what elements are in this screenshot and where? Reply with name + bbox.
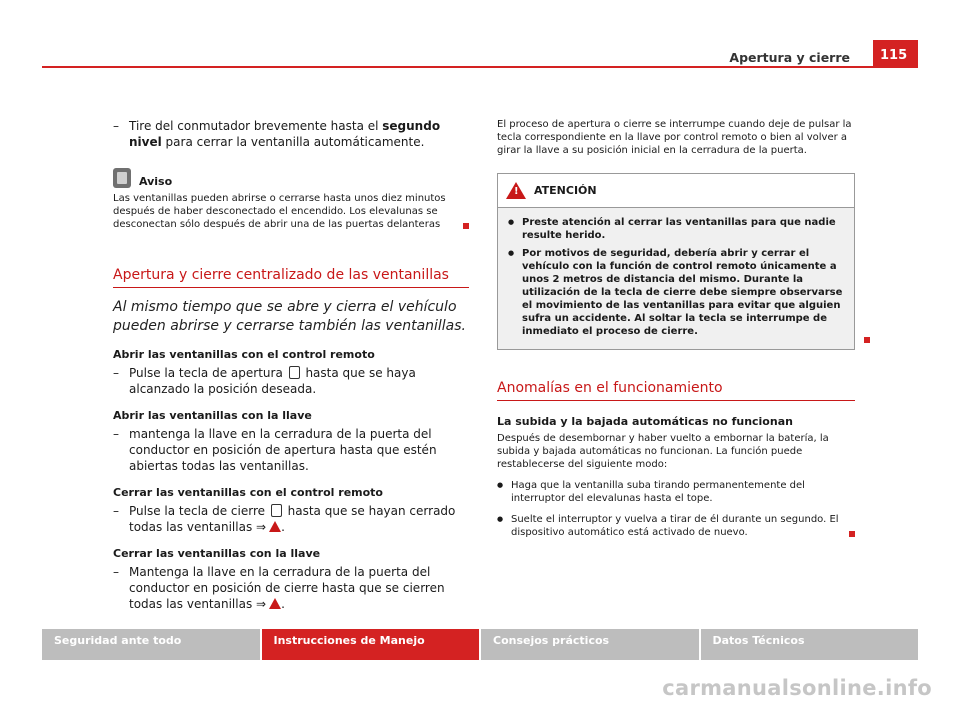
step-open-remote-pre: Pulse la tecla de apertura (129, 366, 287, 380)
footer-tab-technical[interactable]: Datos Técnicos (701, 629, 919, 660)
step-open-remote (113, 365, 469, 397)
warning-icon (269, 598, 281, 609)
anomalies-paragraph: Después de desembornar y haber vuelto a embornar la batería, la subida y bajada automáticas no funcionan. La función puede restablecerse del siguiente modo: (497, 433, 829, 470)
note-text (113, 192, 469, 231)
attention-body (498, 208, 854, 349)
header-title: Apertura y cierre (729, 50, 850, 65)
subheading-open-remote: Abrir las ventanillas con el control remoto (113, 348, 375, 361)
attention-title: ATENCIÓN (534, 184, 597, 197)
step-text-bold: segundo nivel (129, 119, 441, 149)
note-box (113, 168, 469, 231)
step-close-remote-post: hasta que se hayan cerrado todas las ventanillas ⇒ (129, 504, 456, 534)
subheading-close-key: Cerrar las ventanillas con la llave (113, 547, 321, 560)
step-close-key (113, 564, 469, 612)
section-title-anomalies: Anomalías en el funcionamiento (497, 380, 855, 401)
note-header (113, 168, 469, 188)
procedure-item-last (497, 513, 855, 539)
info-note-icon (113, 168, 131, 188)
step-second-level (113, 118, 469, 150)
step-close-remote-dot: . (281, 520, 285, 534)
page-number: 115 (873, 40, 918, 68)
note-title: Aviso (139, 175, 173, 188)
subheading-close-remote: Cerrar las ventanillas con el control remoto (113, 486, 383, 499)
end-marker-icon (463, 223, 469, 229)
procedure-item-text: Suelte el interruptor y vuelva a tirar de él durante un segundo. El dispositivo automático está activado de nuevo. (511, 514, 839, 538)
subheading-automatic: La subida y la bajada automáticas no funcionan (497, 415, 793, 428)
attention-item: ● Por motivos de seguridad, debería abrir y cerrar el vehículo con la función de control remoto únicamente a unos 2 metros de distancia del mismo. Durante la utilización de la tecla de cierre debe siempre observarse el movimiento de las ventanillas para evitar que alguien sufra un accidente. Al soltar la tecla se interrumpe de inmediato el proceso de cierre. (508, 247, 844, 338)
step-close-key-dot: . (281, 597, 285, 611)
attention-header (498, 174, 854, 208)
left-column (113, 118, 469, 622)
watermark: carmanualsonline.info (662, 676, 932, 700)
attention-box (497, 173, 855, 350)
step-open-remote-post: hasta que se haya alcanzado la posición deseada. (129, 366, 416, 396)
footer-tab-tips[interactable]: Consejos prácticos (481, 629, 699, 660)
step-close-key-text: Mantenga la llave en la cerradura de la puerta del conductor en posición de cierre hasta que se cierren todas las ventanillas ⇒ (129, 565, 445, 611)
footer-tab-operation[interactable]: Instrucciones de Manejo (262, 629, 480, 660)
step-open-key: – mantenga la llave en la cerradura de la puerta del conductor en posición de apertura hasta que estén abiertas todas las ventanillas. (113, 426, 469, 474)
lock-key-icon (271, 504, 282, 517)
note-body: Las ventanillas pueden abrirse o cerrarse hasta unos diez minutos después de haber desconectado el encendido. Los elevalunas se desconectan sólo después de abrir una de las puertas delanteras (113, 193, 446, 230)
procedure-item: ● Haga que la ventanilla suba tirando permanentemente del interruptor del elevalunas hasta el tope. (497, 479, 855, 505)
attention-item: ● Preste atención al cerrar las ventanillas para que nadie resulte herido. (508, 216, 844, 242)
right-column (497, 118, 855, 539)
step-close-remote (113, 503, 469, 535)
intro-paragraph: El proceso de apertura o cierre se interrumpe cuando deje de pulsar la tecla correspondiente en la llave por control remoto o bien al volver a girar la llave a su posición inicial en la cerradura de la puerta. (497, 119, 852, 156)
section-lead: Al mismo tiempo que se abre y cierra el vehículo pueden abrirse y cerrarse también las ventanillas. (113, 299, 467, 334)
header-rule (42, 66, 918, 68)
unlock-key-icon (289, 366, 300, 379)
end-marker-icon (849, 531, 855, 537)
step-text-post: para cerrar la ventanilla automáticamente. (161, 135, 425, 149)
section-title-centralized: Apertura y cierre centralizado de las ventanillas (113, 267, 469, 288)
step-text-pre: Tire del conmutador brevemente hasta el (129, 119, 383, 133)
step-close-remote-pre: Pulse la tecla de cierre (129, 504, 269, 518)
warning-triangle-icon (506, 182, 526, 199)
subheading-open-key: Abrir las ventanillas con la llave (113, 409, 312, 422)
warning-icon (269, 521, 281, 532)
footer-nav (42, 629, 918, 660)
footer-tab-safety[interactable]: Seguridad ante todo (42, 629, 260, 660)
end-marker-icon (864, 337, 870, 343)
